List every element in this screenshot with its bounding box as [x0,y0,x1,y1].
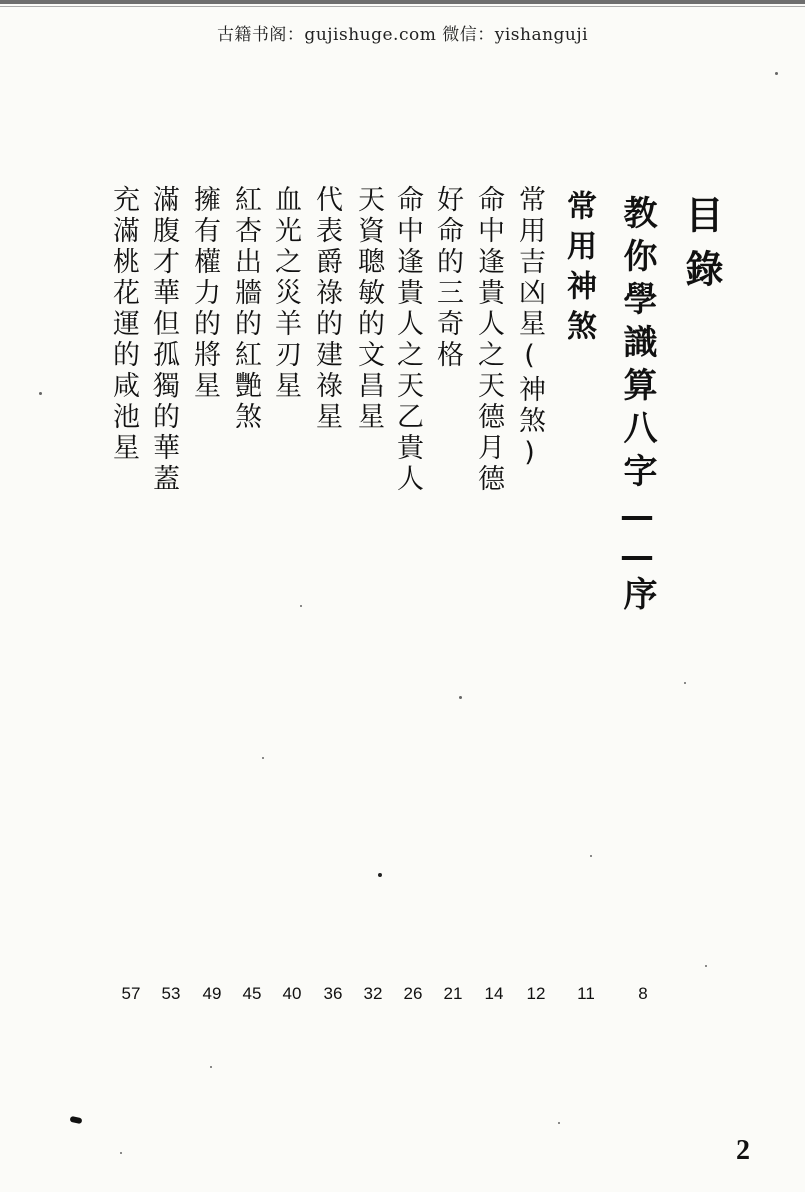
folio-page-number: 2 [736,1135,750,1166]
page-number-section: 11 [577,984,595,1003]
scan-speck [775,72,778,75]
toc-entry-3[interactable]: 好命的三奇格 [432,185,463,371]
page-number-3: 21 [443,984,463,1003]
scan-speck [300,605,302,607]
page-number-11: 57 [121,984,141,1003]
toc-entry-1[interactable]: 常用吉凶星(神煞) [514,185,545,472]
scan-speck [210,1066,212,1068]
toc-entry-2[interactable]: 命中逢貴人之天德月德 [473,185,504,495]
toc-entry-7[interactable]: 血光之災羊刃星 [270,185,301,402]
section-heading[interactable]: 常用神煞 [561,190,596,350]
page-number-1: 12 [526,984,546,1003]
toc-entry-6[interactable]: 代表爵祿的建祿星 [311,185,342,433]
scan-speck [39,392,42,395]
scan-speck [120,1152,122,1154]
scan-speck [684,682,686,684]
scan-speck [262,757,264,759]
scan-speck [705,965,707,967]
toc-entry-10[interactable]: 滿腹才華但孤獨的華蓋 [148,185,179,495]
preface-entry[interactable] [617,195,657,619]
book-title: 教你學識算八字 [617,195,657,496]
watermark-text: 古籍书阁：gujishuge.com 微信：yishanguji [216,25,589,45]
page-number-8: 45 [242,984,262,1003]
page-number-5: 32 [363,984,383,1003]
page-number-10: 53 [161,984,181,1003]
scan-smudge [70,1116,83,1124]
toc-entry-11[interactable]: 充滿桃花運的咸池星 [108,185,139,464]
scan-speck [590,855,592,857]
toc-entry-4[interactable]: 命中逢貴人之天乙貴人 [392,185,423,495]
page-number-preface: 8 [638,984,648,1003]
toc-entry-5[interactable]: 天資聰敏的文昌星 [353,185,384,433]
preface-label: 序 [617,576,657,619]
page-number-7: 40 [282,984,302,1003]
page-number-4: 26 [403,984,423,1003]
toc-entry-8[interactable]: 紅杏出牆的紅艷煞 [230,185,261,433]
scan-speck [378,873,382,877]
toc-title: 目錄 [679,195,724,303]
page-number-6: 36 [323,984,343,1003]
toc-entry-9[interactable]: 擁有權力的將星 [189,185,220,402]
top-border [0,0,805,4]
top-border-thin [0,6,805,7]
page-number-2: 14 [484,984,504,1003]
scan-speck [558,1122,560,1124]
page-number-9: 49 [202,984,222,1003]
scan-speck [459,696,462,699]
title-dash: —— [617,496,657,576]
